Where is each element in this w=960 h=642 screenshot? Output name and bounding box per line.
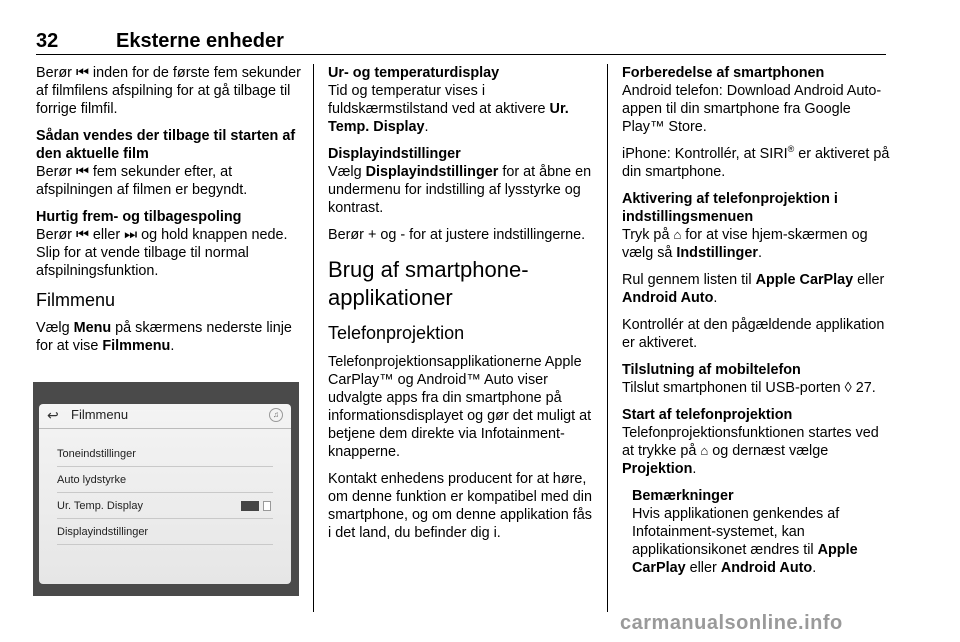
paragraph: Android telefon: Download Android Auto-appen til din smartphone fra Google Play™ Store. <box>622 83 882 135</box>
page-number: 32 <box>36 30 59 52</box>
paragraph: Vælg Displayindstillinger for at åbne en undermenu for indstilling af lysstyrke og kontrast. <box>328 164 592 216</box>
favorite-icon: ♫ <box>269 408 283 422</box>
column-3 <box>622 64 890 586</box>
page-header <box>36 30 886 52</box>
paragraph: Berør ⏮ inden for de første fem sekunder af filmfilens afspilning for at gå tilbage til forrige filmfil. <box>36 65 301 117</box>
paragraph: Telefonprojektionsapplikationerne Apple CarPlay™ og Android™ Auto viser udvalgte apps fra din smartphone på informationsdisplayet og gør det muligt at betjene dem direkte via Infotainment-knapperne. <box>328 354 592 460</box>
home-icon: ⌂ <box>700 443 709 458</box>
page-title: Eksterne enheder <box>116 30 284 52</box>
column-1 <box>36 64 302 364</box>
section-heading: Aktivering af telefonprojektion i indstillingsmenuen <box>622 191 838 225</box>
note-text: Hvis applikationen genkendes af Infotainment-systemet, kan applikationsikonet ændres til Apple CarPlay eller Android Auto. <box>632 506 858 576</box>
paragraph: Kontrollér at den pågældende applikation er aktiveret. <box>622 317 885 351</box>
paragraph: Berør ⏮ eller ⏭ og hold knappen nede. Slip for at vende tilbage til normal afspilningsfunktion. <box>36 227 288 279</box>
toggle-icon <box>241 501 271 511</box>
section-title-filmmenu: Filmmenu <box>36 290 116 310</box>
paragraph: Telefonprojektionsfunktionen startes ved at trykke på ⌂ og dernæst vælge Projektion. <box>622 425 879 477</box>
section-heading: Ur- og temperaturdisplay <box>328 65 500 81</box>
screen-title: Filmmenu <box>71 407 129 422</box>
paragraph: Berør + og - for at justere indstillingerne. <box>328 227 586 243</box>
paragraph: Tilslut smartphonen til USB-porten ◊ 27. <box>622 380 876 396</box>
menu-item: Auto lydstyrke <box>57 468 273 493</box>
section-heading: Hurtig frem- og tilbagespoling <box>36 209 242 225</box>
paragraph: Kontakt enhedens producent for at høre, om denne funktion er kompatibel med din smartphone, og om denne applikation fås i det land, du befinder dig i. <box>328 471 592 541</box>
subsection-heading: Telefonprojektion <box>328 323 465 343</box>
paragraph: Berør ⏮ fem sekunder efter, at afspilningen af filmen er begyndt. <box>36 164 248 198</box>
paragraph: Rul gennem listen til Apple CarPlay eller Android Auto. <box>622 272 885 306</box>
column-2 <box>328 64 592 551</box>
section-heading: Start af telefonprojektion <box>622 407 793 423</box>
section-heading: Tilslutning af mobiltelefon <box>622 362 801 378</box>
menu-item: Displayindstillinger <box>57 520 273 545</box>
section-heading: Forberedelse af smartphonen <box>622 65 825 81</box>
watermark: carmanualsonline.info <box>620 612 843 634</box>
paragraph: iPhone: Kontrollér, at SIRI® er aktiveret på din smartphone. <box>622 144 890 180</box>
chapter-heading: Brug af smartphone-applikationer <box>328 257 529 310</box>
paragraph: Tid og temperatur vises i fuldskærmstilstand ved at aktivere Ur. Temp. Display. <box>328 83 569 135</box>
back-arrow-icon: ↩ <box>47 407 59 423</box>
paragraph: Vælg Menu på skærmens nederste linje for at vise Filmmenu. <box>36 320 292 354</box>
column-divider-1 <box>313 64 314 612</box>
section-heading: Sådan vendes der tilbage til starten af den aktuelle film <box>36 128 296 162</box>
home-icon: ⌂ <box>673 227 682 242</box>
menu-item: Ur. Temp. Display <box>57 494 273 519</box>
menu-item: Toneindstillinger <box>57 442 273 467</box>
note-box <box>632 487 890 577</box>
filmmenu-screenshot <box>33 382 299 596</box>
section-heading: Displayindstillinger <box>328 146 461 162</box>
header-divider <box>36 54 886 55</box>
column-divider-2 <box>607 64 608 612</box>
paragraph: Tryk på ⌂ for at vise hjem-skærmen og vælg så Indstillinger. <box>622 227 868 261</box>
note-heading: Bemærkninger <box>632 488 734 504</box>
